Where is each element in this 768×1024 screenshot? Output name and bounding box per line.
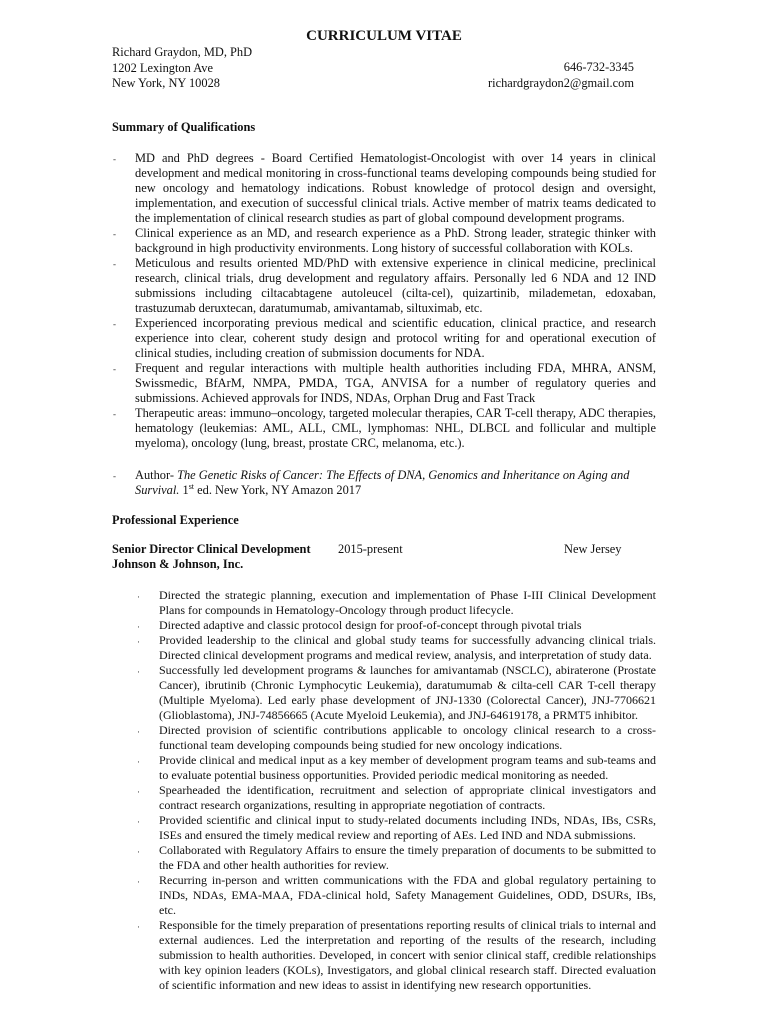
- author-prefix: Author-: [135, 468, 178, 482]
- contact-phone: 646-732-3345: [563, 60, 634, 74]
- summary-item: - Experienced incorporating previous medical and scientific education, clinical practice, and research experience into clear, coherent study design and protocol writing for and operational execution of clinical studies, including creation of submission documents for NDA.: [113, 316, 656, 360]
- author-credit: - Author- The Genetic Risks of Cancer: The Effects of DNA, Genomics and Inheritance on Aging and Survival. 1st ed. New York, NY Amazon 2017: [113, 468, 630, 497]
- contact-name: Richard Graydon, MD, PhD: [112, 45, 253, 59]
- duty-item: · Successfully led development programs & launches for amivantamab (NSCLC), abiraterone (Prostate Cancer), ibrutinib (Chronic Lymphocytic Leukemia), daratumumab & cilta-cell CAR T-cell therapy (Multiple Myeloma). Led early phase development of JNJ-1330 (Colorectal Cancer), JNJ-7706621 (Glioblastoma), JNJ-74856665 (Acute Myeloid Leukemia), and JNJ-64619178, a PRMT5 inhibitor.: [137, 663, 656, 722]
- duty-item: · Responsible for the timely preparation of presentations reporting results of clinical trials to internal and external audiences. Led the interpretation and reporting of the results of the research, including submission to health authorities. Developed, in concert with senior clinical staff, credible relationships with key opinion leaders (KOLs), Investigators, and global clinical research staff. Directed evaluation of scientific information and new ideas to assist in identifying new research opportunities.: [137, 918, 656, 992]
- document-title: CURRICULUM VITAE: [306, 28, 462, 44]
- duty-item: · Collaborated with Regulatory Affairs to ensure the timely preparation of documents to be submitted to the FDA and other health authorities for review.: [137, 843, 656, 872]
- contact-block-left: [112, 45, 252, 92]
- summary-item: - Therapeutic areas: immuno–oncology, targeted molecular therapies, CAR T-cell therapy, ADC therapies, hematology (leukemias: AML, ALL, CML, lymphomas: NHL, DLBCL and follicular and multiple myeloma), oncology (lung, breast, prostate CRC, melanoma, etc.).: [113, 406, 656, 450]
- duty-item: · Directed provision of scientific contributions applicable to oncology clinical research to a cross-functional team developing compounds being studied for new oncology indications.: [137, 723, 656, 752]
- duty-item: · Recurring in-person and written communications with the FDA and global regulatory pertaining to INDs, NDAs, EMA-MAA, FDA-clinical hold, Safety Management Guidelines, ODD, DSURs, IBs, etc.: [137, 873, 656, 917]
- duty-item: · Provide clinical and medical input as a key member of development program teams and sub-teams and to evaluate potential business opportunities. Provided periodic medical monitoring as needed.: [137, 753, 656, 782]
- duty-item: · Provided leadership to the clinical and global study teams for successfully advancing clinical trials. Directed clinical development programs and medical review, analysis, and interpretation of study data.: [137, 633, 656, 662]
- job-duties-list: [137, 588, 656, 993]
- job-title: Senior Director Clinical Development: [112, 542, 311, 556]
- contact-email: richardgraydon2@gmail.com: [488, 75, 634, 90]
- summary-heading: Summary of Qualifications: [112, 120, 256, 134]
- job-location: New Jersey: [564, 542, 622, 556]
- duty-item: · Spearheaded the identification, recruitment and selection of appropriate clinical investigators and contract research organizations, resulting in appropriate negotiation of contracts.: [137, 783, 656, 812]
- summary-list: [113, 151, 656, 451]
- job-company: Johnson & Johnson, Inc.: [112, 557, 244, 571]
- contact-address-line1: 1202 Lexington Ave: [112, 60, 213, 75]
- contact-address-line2: New York, NY 10028: [112, 76, 220, 90]
- summary-item: - Frequent and regular interactions with multiple health authorities including FDA, MHRA, ANSM, Swissmedic, BfArM, NMPA, PMDA, TGA, ANVISA for a number of regulatory queries and submissions. Achieved approvals for INDS, NDAs, Orphan Drug and Fast Track: [113, 361, 656, 405]
- summary-item: - Clinical experience as an MD, and research experience as a PhD. Strong leader, strategic thinker with background in high productivity environments. Long history of successful collaboration with KOLs.: [113, 226, 656, 255]
- duty-item: · Directed the strategic planning, execution and implementation of Phase I-III Clinical Development Plans for compounds in Hematology-Oncology through product lifecycle.: [137, 588, 656, 617]
- duty-item: · Directed adaptive and classic protocol design for proof-of-concept through pivotal trials: [137, 618, 582, 632]
- summary-item: - Meticulous and results oriented MD/PhD with extensive experience in clinical medicine, preclinical research, clinical trials, drug development and regulatory affairs. Personally led 6 NDA and 12 IND submissions including ciltacabtagene autoleucel (cilta-cel), quizartinib, milademetan, edoxaban, trastuzumab deruxtecan, daratumumab, amivantamab, siltuximab, etc.: [113, 256, 656, 315]
- book-title: The Genetic Risks of Cancer: The Effects of DNA, Genomics and Inheritance on Aging and Survival.: [135, 468, 630, 497]
- duty-item: · Provided scientific and clinical input to study-related documents including INDs, NDAs, IBs, CSRs, ISEs and ensured the timely medical review and reporting of AEs. Led IND and NDA submissions.: [137, 813, 656, 842]
- summary-item: - MD and PhD degrees - Board Certified Hematologist-Oncologist with over 14 years in clinical development and medical monitoring in cross-functional teams developing compounds being studied for new oncology and hematology indications. Robust knowledge of protocol design and oversight, implementation, and execution of successful clinical trials. Active member of matrix teams dedicated to the implementation of clinical research studies as part of global compound development programs.: [113, 151, 656, 225]
- contact-block-right: [488, 60, 634, 91]
- job-dates: 2015-present: [338, 542, 403, 556]
- experience-heading: Professional Experience: [112, 513, 239, 527]
